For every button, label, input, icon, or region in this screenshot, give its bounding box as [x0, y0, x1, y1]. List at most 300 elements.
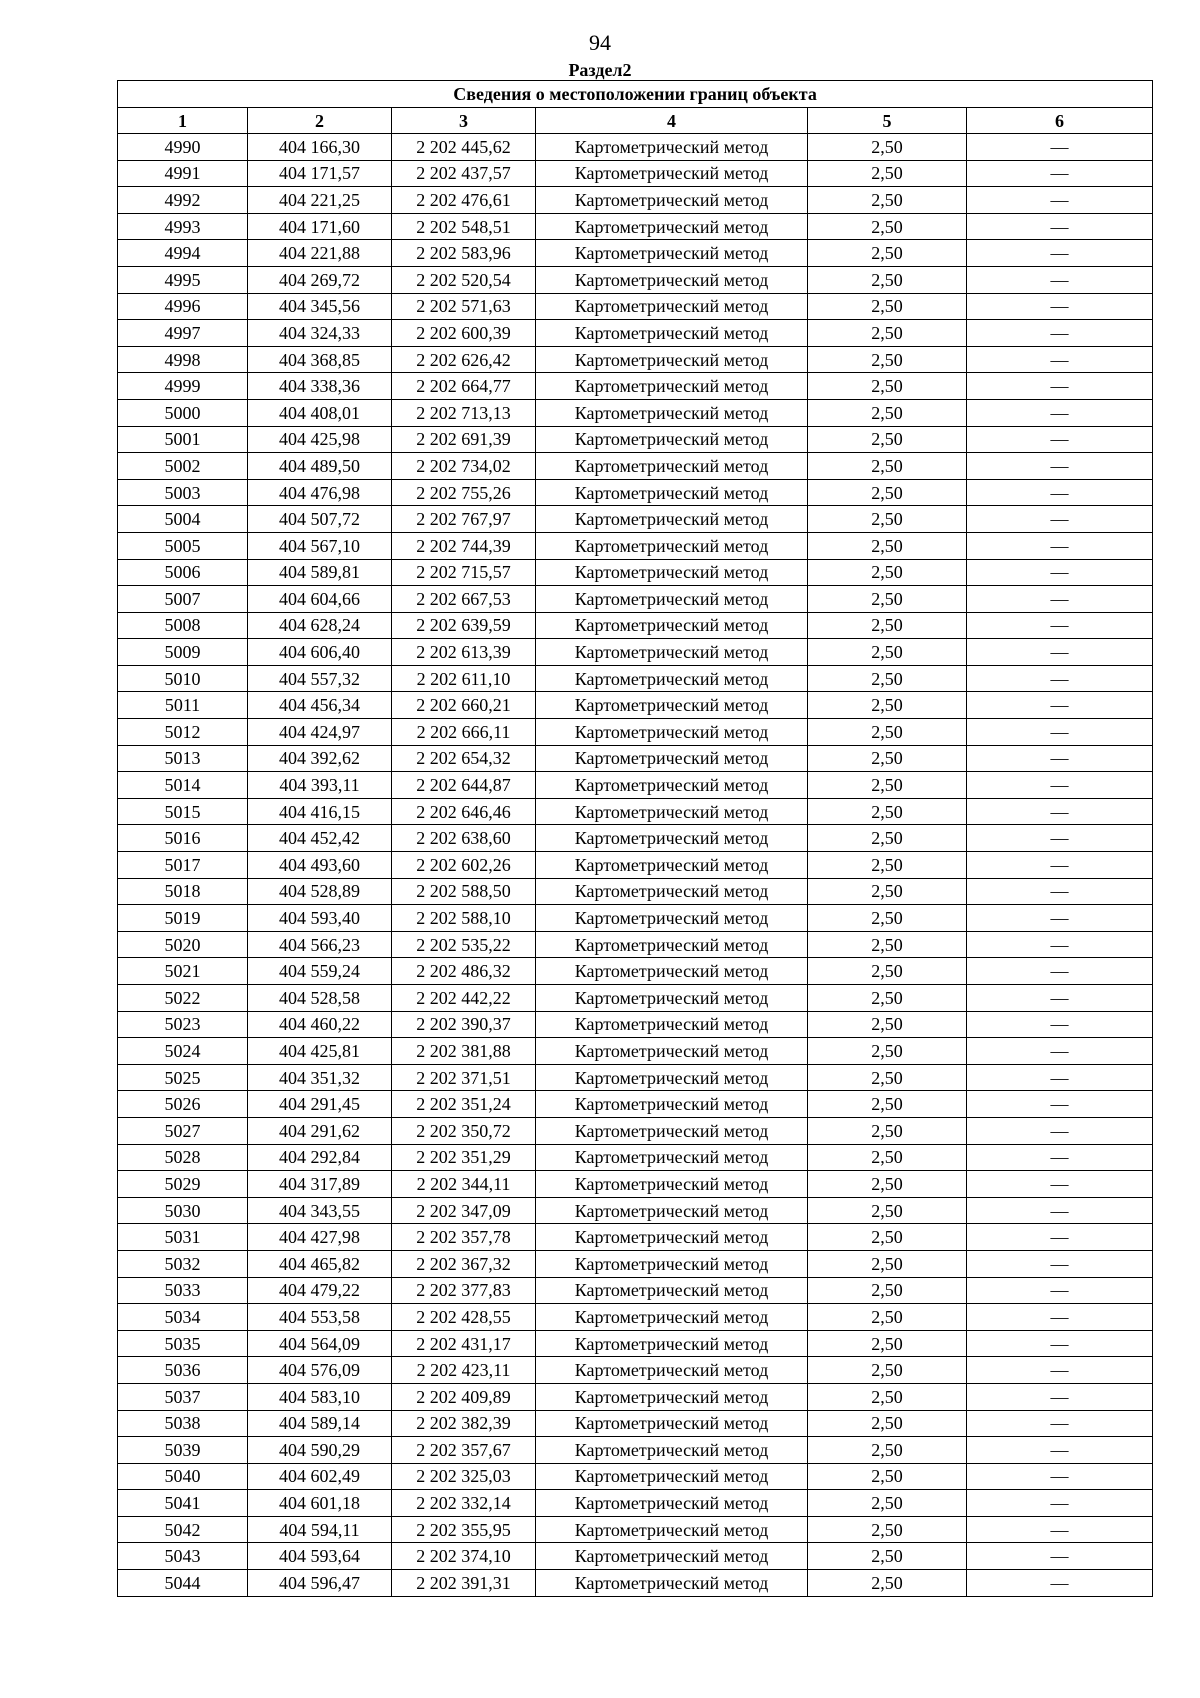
table-row: [118, 878, 1153, 905]
description-cell: —: [967, 798, 1153, 825]
table-row: [118, 1383, 1153, 1410]
point-number-cell: 5024: [118, 1038, 248, 1065]
x-coordinate-cell: 404 292,84: [248, 1144, 392, 1171]
point-number-cell: 5040: [118, 1463, 248, 1490]
x-coordinate-cell: 404 456,34: [248, 692, 392, 719]
y-coordinate-cell: 2 202 374,10: [392, 1543, 536, 1570]
description-cell: —: [967, 1171, 1153, 1198]
point-number-cell: 5007: [118, 586, 248, 613]
x-coordinate-cell: 404 493,60: [248, 852, 392, 879]
y-coordinate-cell: 2 202 476,61: [392, 187, 536, 214]
method-cell: Картометрический метод: [536, 985, 808, 1012]
table-row: [118, 479, 1153, 506]
description-cell: —: [967, 1304, 1153, 1331]
table-row: [118, 1330, 1153, 1357]
accuracy-cell: 2,50: [808, 772, 967, 799]
accuracy-cell: 2,50: [808, 719, 967, 746]
table-row: [118, 1197, 1153, 1224]
x-coordinate-cell: 404 427,98: [248, 1224, 392, 1251]
y-coordinate-cell: 2 202 755,26: [392, 479, 536, 506]
y-coordinate-cell: 2 202 332,14: [392, 1490, 536, 1517]
point-number-cell: 5028: [118, 1144, 248, 1171]
point-number-cell: 5016: [118, 825, 248, 852]
table-row: [118, 399, 1153, 426]
y-coordinate-cell: 2 202 442,22: [392, 985, 536, 1012]
accuracy-cell: 2,50: [808, 399, 967, 426]
y-coordinate-cell: 2 202 325,03: [392, 1463, 536, 1490]
method-cell: Картометрический метод: [536, 1197, 808, 1224]
method-cell: Картометрический метод: [536, 1091, 808, 1118]
method-cell: Картометрический метод: [536, 719, 808, 746]
table-row: [118, 1516, 1153, 1543]
table-row: [118, 825, 1153, 852]
description-cell: —: [967, 1224, 1153, 1251]
y-coordinate-cell: 2 202 428,55: [392, 1304, 536, 1331]
column-number: 3: [392, 108, 536, 134]
x-coordinate-cell: 404 368,85: [248, 346, 392, 373]
accuracy-cell: 2,50: [808, 1250, 967, 1277]
x-coordinate-cell: 404 171,60: [248, 213, 392, 240]
accuracy-cell: 2,50: [808, 506, 967, 533]
point-number-cell: 4995: [118, 266, 248, 293]
description-cell: —: [967, 692, 1153, 719]
method-cell: Картометрический метод: [536, 1117, 808, 1144]
section-title: Раздел2: [568, 60, 632, 80]
table-row: [118, 346, 1153, 373]
x-coordinate-cell: 404 452,42: [248, 825, 392, 852]
point-number-cell: 5005: [118, 532, 248, 559]
accuracy-cell: 2,50: [808, 1437, 967, 1464]
method-cell: Картометрический метод: [536, 187, 808, 214]
x-coordinate-cell: 404 343,55: [248, 1197, 392, 1224]
point-number-cell: 5023: [118, 1011, 248, 1038]
accuracy-cell: 2,50: [808, 1410, 967, 1437]
method-cell: Картометрический метод: [536, 692, 808, 719]
y-coordinate-cell: 2 202 639,59: [392, 612, 536, 639]
accuracy-cell: 2,50: [808, 346, 967, 373]
table-row: [118, 1224, 1153, 1251]
description-cell: —: [967, 1570, 1153, 1597]
description-cell: —: [967, 453, 1153, 480]
y-coordinate-cell: 2 202 548,51: [392, 213, 536, 240]
table-row: [118, 1463, 1153, 1490]
table-body: [118, 134, 1153, 1597]
y-coordinate-cell: 2 202 571,63: [392, 293, 536, 320]
x-coordinate-cell: 404 583,10: [248, 1383, 392, 1410]
point-number-cell: 5043: [118, 1543, 248, 1570]
x-coordinate-cell: 404 408,01: [248, 399, 392, 426]
method-cell: Картометрический метод: [536, 160, 808, 187]
table-caption: Сведения о местоположении границ объекта: [118, 81, 1153, 108]
method-cell: Картометрический метод: [536, 825, 808, 852]
point-number-cell: 5008: [118, 612, 248, 639]
description-cell: —: [967, 931, 1153, 958]
method-cell: Картометрический метод: [536, 798, 808, 825]
x-coordinate-cell: 404 604,66: [248, 586, 392, 613]
accuracy-cell: 2,50: [808, 479, 967, 506]
description-cell: —: [967, 320, 1153, 347]
y-coordinate-cell: 2 202 390,37: [392, 1011, 536, 1038]
accuracy-cell: 2,50: [808, 1490, 967, 1517]
x-coordinate-cell: 404 338,36: [248, 373, 392, 400]
accuracy-cell: 2,50: [808, 1463, 967, 1490]
method-cell: Картометрический метод: [536, 586, 808, 613]
x-coordinate-cell: 404 392,62: [248, 745, 392, 772]
method-cell: Картометрический метод: [536, 1490, 808, 1517]
description-cell: —: [967, 1011, 1153, 1038]
accuracy-cell: 2,50: [808, 825, 967, 852]
point-number-cell: 5042: [118, 1516, 248, 1543]
x-coordinate-cell: 404 576,09: [248, 1357, 392, 1384]
y-coordinate-cell: 2 202 638,60: [392, 825, 536, 852]
y-coordinate-cell: 2 202 667,53: [392, 586, 536, 613]
x-coordinate-cell: 404 507,72: [248, 506, 392, 533]
x-coordinate-cell: 404 489,50: [248, 453, 392, 480]
table-row: [118, 293, 1153, 320]
point-number-cell: 5015: [118, 798, 248, 825]
table-row: [118, 373, 1153, 400]
description-cell: —: [967, 1516, 1153, 1543]
point-number-cell: 4999: [118, 373, 248, 400]
description-cell: —: [967, 1064, 1153, 1091]
accuracy-cell: 2,50: [808, 612, 967, 639]
table-row: [118, 559, 1153, 586]
table-row: [118, 852, 1153, 879]
y-coordinate-cell: 2 202 355,95: [392, 1516, 536, 1543]
y-coordinate-cell: 2 202 744,39: [392, 532, 536, 559]
accuracy-cell: 2,50: [808, 905, 967, 932]
description-cell: —: [967, 479, 1153, 506]
x-coordinate-cell: 404 566,23: [248, 931, 392, 958]
accuracy-cell: 2,50: [808, 1304, 967, 1331]
table-row: [118, 1277, 1153, 1304]
x-coordinate-cell: 404 424,97: [248, 719, 392, 746]
method-cell: Картометрический метод: [536, 240, 808, 267]
point-number-cell: 4992: [118, 187, 248, 214]
table-row: [118, 506, 1153, 533]
description-cell: —: [967, 772, 1153, 799]
point-number-cell: 5009: [118, 639, 248, 666]
description-cell: —: [967, 1330, 1153, 1357]
point-number-cell: 5013: [118, 745, 248, 772]
description-cell: —: [967, 878, 1153, 905]
method-cell: Картометрический метод: [536, 1570, 808, 1597]
y-coordinate-cell: 2 202 660,21: [392, 692, 536, 719]
method-cell: Картометрический метод: [536, 1357, 808, 1384]
description-cell: —: [967, 1463, 1153, 1490]
y-coordinate-cell: 2 202 486,32: [392, 958, 536, 985]
point-number-cell: 5019: [118, 905, 248, 932]
table-row: [118, 134, 1153, 161]
y-coordinate-cell: 2 202 371,51: [392, 1064, 536, 1091]
accuracy-cell: 2,50: [808, 1543, 967, 1570]
accuracy-cell: 2,50: [808, 1383, 967, 1410]
description-cell: —: [967, 1250, 1153, 1277]
table-row: [118, 240, 1153, 267]
point-number-cell: 5006: [118, 559, 248, 586]
method-cell: Картометрический метод: [536, 1250, 808, 1277]
table-row: [118, 1410, 1153, 1437]
point-number-cell: 5014: [118, 772, 248, 799]
description-cell: —: [967, 1437, 1153, 1464]
accuracy-cell: 2,50: [808, 1038, 967, 1065]
description-cell: —: [967, 240, 1153, 267]
method-cell: Картометрический метод: [536, 266, 808, 293]
method-cell: Картометрический метод: [536, 373, 808, 400]
point-number-cell: 4994: [118, 240, 248, 267]
y-coordinate-cell: 2 202 611,10: [392, 665, 536, 692]
point-number-cell: 5000: [118, 399, 248, 426]
y-coordinate-cell: 2 202 431,17: [392, 1330, 536, 1357]
method-cell: Картометрический метод: [536, 346, 808, 373]
table-row: [118, 985, 1153, 1012]
accuracy-cell: 2,50: [808, 1064, 967, 1091]
accuracy-cell: 2,50: [808, 798, 967, 825]
point-number-cell: 5017: [118, 852, 248, 879]
accuracy-cell: 2,50: [808, 160, 967, 187]
y-coordinate-cell: 2 202 357,78: [392, 1224, 536, 1251]
method-cell: Картометрический метод: [536, 559, 808, 586]
table-row: [118, 1357, 1153, 1384]
method-cell: Картометрический метод: [536, 1543, 808, 1570]
method-cell: Картометрический метод: [536, 878, 808, 905]
x-coordinate-cell: 404 416,15: [248, 798, 392, 825]
x-coordinate-cell: 404 345,56: [248, 293, 392, 320]
y-coordinate-cell: 2 202 535,22: [392, 931, 536, 958]
point-number-cell: 5018: [118, 878, 248, 905]
boundary-table: [117, 80, 1153, 1597]
point-number-cell: 5038: [118, 1410, 248, 1437]
y-coordinate-cell: 2 202 734,02: [392, 453, 536, 480]
y-coordinate-cell: 2 202 713,13: [392, 399, 536, 426]
x-coordinate-cell: 404 589,14: [248, 1410, 392, 1437]
page-number: 94: [589, 30, 611, 55]
accuracy-cell: 2,50: [808, 692, 967, 719]
table-row: [118, 1117, 1153, 1144]
x-coordinate-cell: 404 590,29: [248, 1437, 392, 1464]
table-row: [118, 1437, 1153, 1464]
accuracy-cell: 2,50: [808, 586, 967, 613]
accuracy-cell: 2,50: [808, 1570, 967, 1597]
table-row: [118, 1064, 1153, 1091]
x-coordinate-cell: 404 465,82: [248, 1250, 392, 1277]
method-cell: Картометрический метод: [536, 1330, 808, 1357]
x-coordinate-cell: 404 593,64: [248, 1543, 392, 1570]
description-cell: —: [967, 612, 1153, 639]
point-number-cell: 5039: [118, 1437, 248, 1464]
y-coordinate-cell: 2 202 520,54: [392, 266, 536, 293]
method-cell: Картометрический метод: [536, 905, 808, 932]
point-number-cell: 5033: [118, 1277, 248, 1304]
description-cell: —: [967, 1357, 1153, 1384]
y-coordinate-cell: 2 202 382,39: [392, 1410, 536, 1437]
description-cell: —: [967, 1144, 1153, 1171]
y-coordinate-cell: 2 202 644,87: [392, 772, 536, 799]
y-coordinate-cell: 2 202 613,39: [392, 639, 536, 666]
method-cell: Картометрический метод: [536, 1437, 808, 1464]
x-coordinate-cell: 404 171,57: [248, 160, 392, 187]
x-coordinate-cell: 404 269,72: [248, 266, 392, 293]
x-coordinate-cell: 404 221,25: [248, 187, 392, 214]
y-coordinate-cell: 2 202 654,32: [392, 745, 536, 772]
method-cell: Картометрический метод: [536, 426, 808, 453]
accuracy-cell: 2,50: [808, 665, 967, 692]
x-coordinate-cell: 404 351,32: [248, 1064, 392, 1091]
accuracy-cell: 2,50: [808, 266, 967, 293]
method-cell: Картометрический метод: [536, 745, 808, 772]
description-cell: —: [967, 586, 1153, 613]
description-cell: —: [967, 745, 1153, 772]
description-cell: —: [967, 213, 1153, 240]
accuracy-cell: 2,50: [808, 1357, 967, 1384]
method-cell: Картометрический метод: [536, 1011, 808, 1038]
point-number-cell: 5037: [118, 1383, 248, 1410]
y-coordinate-cell: 2 202 602,26: [392, 852, 536, 879]
x-coordinate-cell: 404 564,09: [248, 1330, 392, 1357]
point-number-cell: 5036: [118, 1357, 248, 1384]
x-coordinate-cell: 404 324,33: [248, 320, 392, 347]
method-cell: Картометрический метод: [536, 479, 808, 506]
column-number: 5: [808, 108, 967, 134]
method-cell: Картометрический метод: [536, 665, 808, 692]
table-row: [118, 1011, 1153, 1038]
point-number-cell: 4998: [118, 346, 248, 373]
description-cell: —: [967, 1038, 1153, 1065]
method-cell: Картометрический метод: [536, 453, 808, 480]
y-coordinate-cell: 2 202 381,88: [392, 1038, 536, 1065]
x-coordinate-cell: 404 393,11: [248, 772, 392, 799]
table-row: [118, 160, 1153, 187]
x-coordinate-cell: 404 317,89: [248, 1171, 392, 1198]
y-coordinate-cell: 2 202 626,42: [392, 346, 536, 373]
method-cell: Картометрический метод: [536, 639, 808, 666]
description-cell: —: [967, 187, 1153, 214]
description-cell: —: [967, 1543, 1153, 1570]
description-cell: —: [967, 373, 1153, 400]
description-cell: —: [967, 1277, 1153, 1304]
table-row: [118, 320, 1153, 347]
table-row: [118, 1304, 1153, 1331]
x-coordinate-cell: 404 593,40: [248, 905, 392, 932]
x-coordinate-cell: 404 596,47: [248, 1570, 392, 1597]
y-coordinate-cell: 2 202 367,32: [392, 1250, 536, 1277]
point-number-cell: 5026: [118, 1091, 248, 1118]
accuracy-cell: 2,50: [808, 1171, 967, 1198]
x-coordinate-cell: 404 606,40: [248, 639, 392, 666]
method-cell: Картометрический метод: [536, 1410, 808, 1437]
description-cell: —: [967, 134, 1153, 161]
accuracy-cell: 2,50: [808, 878, 967, 905]
y-coordinate-cell: 2 202 691,39: [392, 426, 536, 453]
description-cell: —: [967, 532, 1153, 559]
accuracy-cell: 2,50: [808, 931, 967, 958]
description-cell: —: [967, 399, 1153, 426]
y-coordinate-cell: 2 202 347,09: [392, 1197, 536, 1224]
point-number-cell: 5034: [118, 1304, 248, 1331]
y-coordinate-cell: 2 202 350,72: [392, 1117, 536, 1144]
point-number-cell: 5002: [118, 453, 248, 480]
description-cell: —: [967, 559, 1153, 586]
x-coordinate-cell: 404 476,98: [248, 479, 392, 506]
method-cell: Картометрический метод: [536, 506, 808, 533]
point-number-cell: 5035: [118, 1330, 248, 1357]
y-coordinate-cell: 2 202 583,96: [392, 240, 536, 267]
method-cell: Картометрический метод: [536, 293, 808, 320]
description-cell: —: [967, 426, 1153, 453]
table-row: [118, 692, 1153, 719]
accuracy-cell: 2,50: [808, 1197, 967, 1224]
x-coordinate-cell: 404 601,18: [248, 1490, 392, 1517]
table-row: [118, 639, 1153, 666]
point-number-cell: 4993: [118, 213, 248, 240]
method-cell: Картометрический метод: [536, 213, 808, 240]
table-row: [118, 931, 1153, 958]
point-number-cell: 5025: [118, 1064, 248, 1091]
accuracy-cell: 2,50: [808, 1516, 967, 1543]
table-caption-row: [118, 81, 1153, 108]
y-coordinate-cell: 2 202 445,62: [392, 134, 536, 161]
table-row: [118, 905, 1153, 932]
x-coordinate-cell: 404 589,81: [248, 559, 392, 586]
point-number-cell: 5032: [118, 1250, 248, 1277]
table-row: [118, 1490, 1153, 1517]
x-coordinate-cell: 404 628,24: [248, 612, 392, 639]
accuracy-cell: 2,50: [808, 187, 967, 214]
method-cell: Картометрический метод: [536, 852, 808, 879]
y-coordinate-cell: 2 202 600,39: [392, 320, 536, 347]
x-coordinate-cell: 404 594,11: [248, 1516, 392, 1543]
table-row: [118, 426, 1153, 453]
y-coordinate-cell: 2 202 344,11: [392, 1171, 536, 1198]
method-cell: Картометрический метод: [536, 1144, 808, 1171]
y-coordinate-cell: 2 202 357,67: [392, 1437, 536, 1464]
method-cell: Картометрический метод: [536, 1383, 808, 1410]
description-cell: —: [967, 1490, 1153, 1517]
y-coordinate-cell: 2 202 666,11: [392, 719, 536, 746]
point-number-cell: 5029: [118, 1171, 248, 1198]
x-coordinate-cell: 404 291,45: [248, 1091, 392, 1118]
description-cell: —: [967, 825, 1153, 852]
point-number-cell: 5020: [118, 931, 248, 958]
description-cell: —: [967, 905, 1153, 932]
accuracy-cell: 2,50: [808, 134, 967, 161]
column-number-row: [118, 108, 1153, 134]
point-number-cell: 5031: [118, 1224, 248, 1251]
method-cell: Картометрический метод: [536, 958, 808, 985]
accuracy-cell: 2,50: [808, 1011, 967, 1038]
table-row: [118, 187, 1153, 214]
x-coordinate-cell: 404 166,30: [248, 134, 392, 161]
accuracy-cell: 2,50: [808, 1224, 967, 1251]
description-cell: —: [967, 719, 1153, 746]
description-cell: —: [967, 639, 1153, 666]
x-coordinate-cell: 404 528,89: [248, 878, 392, 905]
y-coordinate-cell: 2 202 588,10: [392, 905, 536, 932]
accuracy-cell: 2,50: [808, 1330, 967, 1357]
method-cell: Картометрический метод: [536, 399, 808, 426]
method-cell: Картометрический метод: [536, 1463, 808, 1490]
table-row: [118, 958, 1153, 985]
method-cell: Картометрический метод: [536, 931, 808, 958]
description-cell: —: [967, 958, 1153, 985]
description-cell: —: [967, 293, 1153, 320]
point-number-cell: 5010: [118, 665, 248, 692]
point-number-cell: 5021: [118, 958, 248, 985]
accuracy-cell: 2,50: [808, 1277, 967, 1304]
method-cell: Картометрический метод: [536, 1038, 808, 1065]
description-cell: —: [967, 346, 1153, 373]
description-cell: —: [967, 266, 1153, 293]
